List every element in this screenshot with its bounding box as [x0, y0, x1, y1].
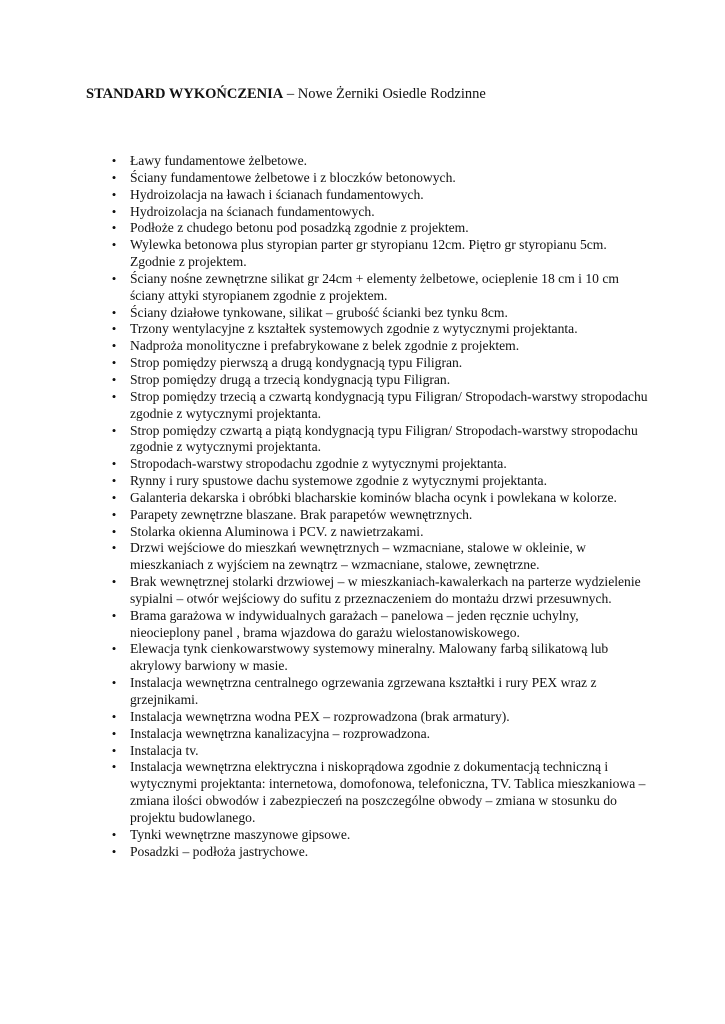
bullet-icon: •: [111, 304, 117, 320]
bullet-icon: •: [111, 169, 117, 185]
list-item-text: Brama garażowa w indywidualnych garażach – panelowa – jeden ręcznie uchylny, nieocieplony panel , brama wjazdowa do garażu wielostanowiskowego.: [130, 607, 579, 640]
bullet-icon: •: [111, 270, 117, 286]
list-item-text: Wylewka betonowa plus styropian parter gr styropianu 12cm. Piętro gr styropianu 5cm. Zgodnie z projektem.: [130, 237, 607, 270]
list-item-text: Instalacja wewnętrzna elektryczna i niskoprądowa zgodnie z dokumentacją techniczną i wytycznymi projektanta: internetowa, domofonowa, telefoniczna, TV. Tablica mieszkaniowa – zmiana ilości obwodów i zabezpieczeń na poszczególne obwody – zmiana w stosunku do projektu budowlanego.: [130, 759, 646, 825]
bullet-icon: •: [111, 489, 117, 505]
list-item: [108, 709, 648, 726]
list-item: [108, 237, 648, 271]
list-item: [108, 473, 648, 490]
list-item-text: Galanteria dekarska i obróbki blacharskie kominów blacha ocynk i powlekana w kolorze.: [130, 489, 617, 505]
list-item-text: Trzony wentylacyjne z kształtek systemowych zgodnie z wytycznymi projektanta.: [130, 321, 578, 337]
list-item: [108, 355, 648, 372]
list-item: [108, 220, 648, 237]
list-item-text: Strop pomiędzy czwartą a piątą kondygnacją typu Filigran/ Stropodach-warstwy stropodachu zgodnie z wytycznymi projektanta.: [130, 422, 638, 455]
bullet-icon: •: [111, 843, 117, 859]
bullet-icon: •: [111, 574, 117, 590]
bullet-icon: •: [111, 422, 117, 438]
list-item: [108, 490, 648, 507]
list-item-text: Ławy fundamentowe żelbetowe.: [130, 153, 308, 168]
list-item: [108, 759, 648, 826]
list-item: [108, 524, 648, 541]
list-item: [108, 844, 648, 861]
list-item: [108, 153, 648, 170]
bullet-icon: •: [111, 153, 117, 168]
list-item: [108, 675, 648, 709]
bullet-icon: •: [111, 473, 117, 489]
list-item: [108, 423, 648, 457]
list-item-text: Ściany nośne zewnętrzne silikat gr 24cm + elementy żelbetowe, ocieplenie 18 cm i 10 cm ściany attyki styropianem zgodnie z projektem.: [130, 270, 619, 303]
specification-list: [108, 153, 648, 860]
list-item: [108, 540, 648, 574]
list-item: [108, 321, 648, 338]
list-item: [108, 187, 648, 204]
list-item-text: Parapety zewnętrzne blaszane. Brak parapetów wewnętrznych.: [130, 506, 473, 522]
list-item-text: Hydroizolacja na ławach i ścianach fundamentowych.: [130, 186, 424, 202]
bullet-icon: •: [111, 338, 117, 354]
list-item: [108, 608, 648, 642]
bullet-icon: •: [111, 388, 117, 404]
list-item-text: Tynki wewnętrzne maszynowe gipsowe.: [130, 826, 351, 842]
bullet-icon: •: [111, 826, 117, 842]
list-item-text: Stropodach-warstwy stropodachu zgodnie z wytycznymi projektanta.: [130, 456, 507, 472]
bullet-icon: •: [111, 725, 117, 741]
bullet-icon: •: [111, 759, 117, 775]
list-item: [108, 574, 648, 608]
list-item-text: Instalacja wewnętrzna kanalizacyjna – rozprowadzona.: [130, 725, 431, 741]
bullet-icon: •: [111, 186, 117, 202]
list-item: [108, 726, 648, 743]
bullet-icon: •: [111, 607, 117, 623]
list-item: [108, 456, 648, 473]
list-item-text: Ściany działowe tynkowane, silikat – grubość ścianki bez tynku 8cm.: [130, 304, 508, 320]
bullet-icon: •: [111, 321, 117, 337]
list-item: [108, 170, 648, 187]
bullet-icon: •: [111, 506, 117, 522]
list-item: [108, 305, 648, 322]
list-item: [108, 389, 648, 423]
list-item-text: Strop pomiędzy trzecią a czwartą kondygnacją typu Filigran/ Stropodach-warstwy stropodachu zgodnie z wytycznymi projektanta.: [130, 388, 648, 421]
list-item: [108, 372, 648, 389]
list-item-text: Instalacja wewnętrzna wodna PEX – rozprowadzona (brak armatury).: [130, 708, 510, 724]
list-item-text: Instalacja tv.: [130, 742, 199, 758]
bullet-icon: •: [111, 355, 117, 371]
list-item-text: Instalacja wewnętrzna centralnego ogrzewania zgrzewana kształtki i rury PEX wraz z grzejnikami.: [130, 675, 597, 707]
list-item-text: Nadproża monolityczne i prefabrykowane z belek zgodnie z projektem.: [130, 338, 520, 354]
list-item: [108, 641, 648, 675]
list-item: [108, 338, 648, 355]
bullet-icon: •: [111, 456, 117, 472]
list-item: [108, 507, 648, 524]
bullet-icon: •: [111, 742, 117, 758]
bullet-icon: •: [111, 540, 117, 556]
list-item-text: Stolarka okienna Aluminowa i PCV. z nawietrzakami.: [130, 523, 424, 539]
list-item: [108, 271, 648, 305]
bullet-icon: •: [111, 203, 117, 219]
bullet-icon: •: [111, 641, 117, 657]
bullet-icon: •: [111, 523, 117, 539]
list-item-text: Ściany fundamentowe żelbetowe i z bloczków betonowych.: [130, 169, 456, 185]
list-item-text: Drzwi wejściowe do mieszkań wewnętrznych – wzmacniane, stalowe w okleinie, w mieszkaniach z wyjściem na zewnątrz – wzmacniane, stalowe, zewnętrzne.: [130, 540, 586, 573]
list-item: [108, 204, 648, 221]
bullet-icon: •: [111, 708, 117, 724]
bullet-icon: •: [111, 237, 117, 253]
list-item: [108, 827, 648, 844]
list-item-text: Podłoże z chudego betonu pod posadzką zgodnie z projektem.: [130, 220, 469, 236]
bullet-icon: •: [111, 675, 117, 691]
list-item-text: Posadzki – podłoża jastrychowe.: [130, 843, 309, 859]
list-item-text: Strop pomiędzy drugą a trzecią kondygnacją typu Filigran.: [130, 371, 451, 387]
list-item-text: Strop pomiędzy pierwszą a drugą kondygnacją typu Filigran.: [130, 355, 463, 371]
bullet-icon: •: [111, 220, 117, 236]
heading-subtitle: – Nowe Żerniki Osiedle Rodzinne: [283, 86, 486, 102]
list-item: [108, 743, 648, 760]
list-item-text: Hydroizolacja na ścianach fundamentowych.: [130, 203, 375, 219]
bullet-icon: •: [111, 371, 117, 387]
heading-title: STANDARD WYKOŃCZENIA: [86, 86, 284, 102]
list-item-text: Brak wewnętrznej stolarki drzwiowej – w mieszkaniach-kawalerkach na parterze wydzielenie sypialni – otwór wejściowy do sufitu z przeznaczeniem do montażu drzwi przesuwnych.: [130, 574, 641, 606]
list-item-text: Rynny i rury spustowe dachu systemowe zgodnie z wytycznymi projektanta.: [130, 473, 547, 489]
document-heading: [86, 85, 486, 103]
list-item-text: Elewacja tynk cienkowarstwowy systemowy mineralny. Malowany farbą silikatową lub akrylowy barwiony w masie.: [130, 641, 609, 674]
